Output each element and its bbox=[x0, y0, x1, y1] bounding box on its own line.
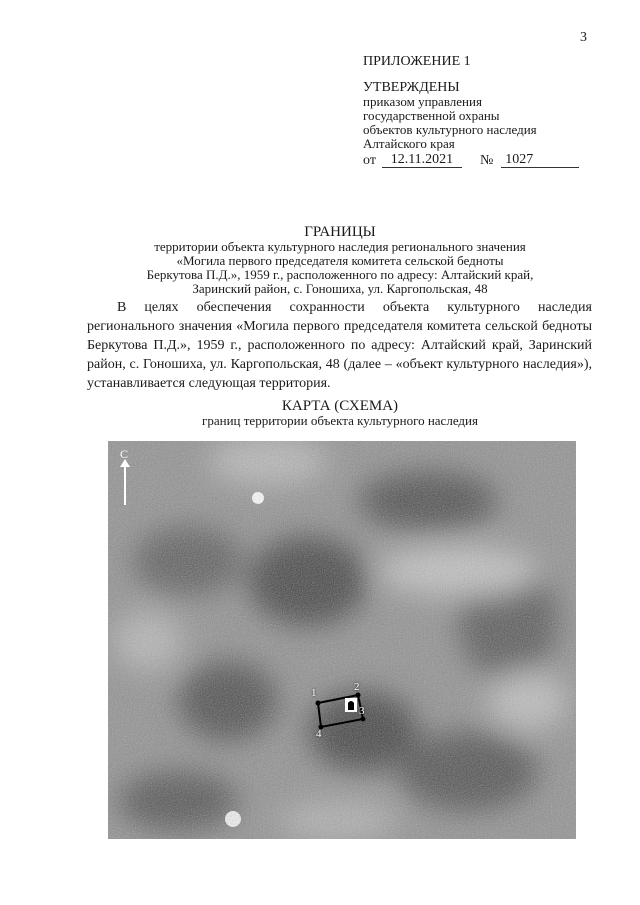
boundaries-line: «Могила первого председателя комитета сельской бедноты bbox=[176, 253, 504, 268]
approved-label: УТВЕРЖДЕНЫ bbox=[363, 80, 460, 95]
map-subheading: границ территории объекта культурного наследия bbox=[202, 413, 478, 428]
boundary-point-label: 2 bbox=[354, 681, 360, 693]
boundaries-heading: ГРАНИЦЫ bbox=[304, 224, 376, 240]
north-arrow-icon bbox=[118, 447, 134, 507]
boundary-point-label: 1 bbox=[311, 687, 317, 699]
approval-line: государственной охраны bbox=[363, 108, 500, 123]
date-prefix: от bbox=[363, 153, 376, 168]
map-heading: КАРТА (СХЕМА) bbox=[281, 398, 399, 414]
approval-block bbox=[363, 55, 623, 168]
boundary-point-label: 4 bbox=[316, 728, 322, 740]
satellite-terrain bbox=[108, 441, 576, 839]
boundary-map bbox=[108, 441, 576, 839]
approval-line: объектов культурного наследия bbox=[363, 122, 537, 137]
intro-text: В целях обеспечения сохранности объекта культурного наследия регионального значения «Могила первого председателя комитета сельской бедноты Беркутова П.Д.», 1959 г., расположенного по адресу: Алтайский край, Заринский район, с. Гоношиха, ул. Каргопольская, 48 (далее – «объект культурного наследия»), устанавливается следующая территория. bbox=[87, 300, 592, 391]
number-prefix: № bbox=[479, 153, 494, 168]
order-number: 1027 bbox=[501, 153, 579, 168]
boundaries-line: территории объекта культурного наследия регионального значения bbox=[154, 239, 526, 254]
boundaries-line: Заринский район, с. Гоношиха, ул. Каргопольская, 48 bbox=[192, 281, 488, 296]
intro-paragraph bbox=[87, 298, 592, 393]
grave-monument-icon bbox=[345, 698, 357, 712]
order-date-number bbox=[363, 153, 623, 168]
north-label: С bbox=[120, 447, 129, 461]
page-number: 3 bbox=[580, 30, 587, 45]
boundary-point-label: 3 bbox=[359, 705, 365, 717]
approval-line: Алтайского края bbox=[363, 136, 455, 151]
boundaries-title-block bbox=[60, 224, 620, 296]
order-date: 12.11.2021 bbox=[382, 153, 462, 168]
map-title-block bbox=[60, 398, 620, 428]
boundaries-line: Беркутова П.Д.», 1959 г., расположенного по адресу: Алтайский край, bbox=[146, 267, 534, 282]
approval-line: приказом управления bbox=[363, 94, 482, 109]
appendix-label: ПРИЛОЖЕНИЕ 1 bbox=[363, 54, 471, 69]
